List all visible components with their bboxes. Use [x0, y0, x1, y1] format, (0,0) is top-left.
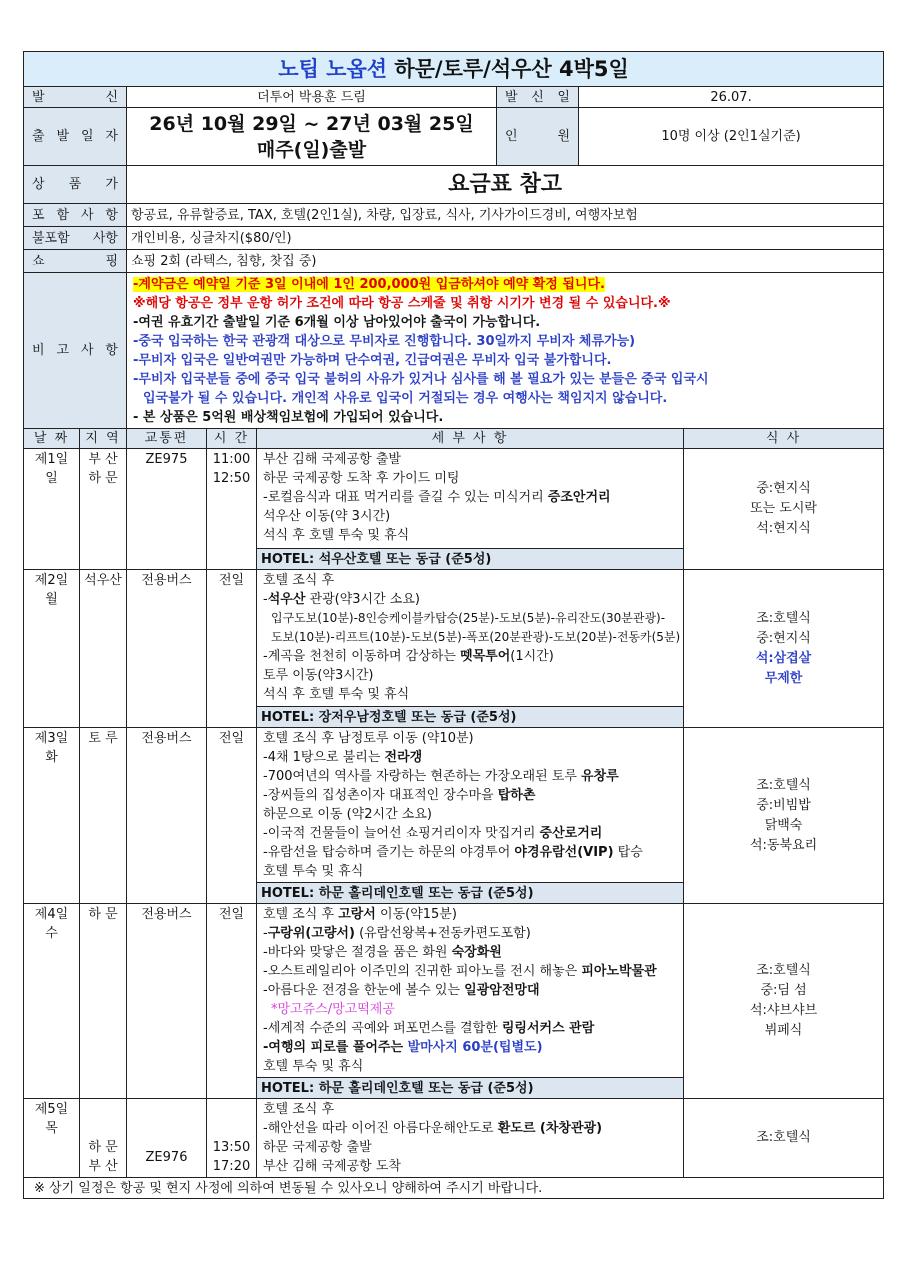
col-time: 시 간 [207, 429, 257, 449]
document-title [24, 52, 884, 87]
day-details: 호텔 조식 후 남정토루 이동 (약10분) -4채 1탕으로 불리는 전라갱 -700여년의 역사를 자랑하는 현존하는 가장오래된 토루 유창루 -장씨들의 집성촌이자 대표적인 장수마을 탑하촌 하문으로 이동 (약2시간 소요) -이국적 건물들이 늘어선 쇼핑거리이자 맛집거리 중산로거리 -유람선을 탑승하며 즐기는 하문의 야경투어 야경유람선(VIP) 탑승 호텔 투숙 및 휴식 [257, 728, 684, 883]
footer-note: ※ 상기 일정은 항공 및 현지 사정에 의하여 변동될 수 있사오니 양해하여 주시기 바랍니다. [24, 1178, 884, 1199]
depart-range: 26년 10월 29일 ~ 27년 03월 25일 [149, 112, 474, 135]
day-hotel: HOTEL: 석우산호텔 또는 동급 (준5성) [257, 549, 684, 570]
day-transport: 전용버스 [127, 904, 207, 1099]
day-meals: 중:현지식 또는 도시락 석:현지식 [684, 449, 884, 570]
day-row [24, 728, 884, 883]
remarks-block [127, 273, 884, 429]
day-row [24, 570, 884, 707]
day-transport: ZE976 [127, 1099, 207, 1178]
col-date: 날 짜 [24, 429, 80, 449]
day-meals: 조:호텔식 중:딤 섬 석:샤브샤브 뷔페식 [684, 904, 884, 1099]
depart-weekly: 매주(일)출발 [256, 138, 367, 161]
day-region: 석우산 [80, 570, 127, 728]
remark-entry-denial-cont: 입국불가 될 수 있습니다. 개인적 사유로 입국이 거절되는 경우 여행사는 책임지지 않습니다. [143, 390, 668, 406]
day-times: 전일 [207, 904, 257, 1099]
day-transport: 전용버스 [127, 570, 207, 728]
day-hotel: HOTEL: 하문 홀리데인호텔 또는 동급 (준5성) [257, 883, 684, 904]
remark-entry-denial: -무비자 입국분들 중에 중국 입국 불허의 사유가 있거나 심사를 해 볼 필요가 있는 분들은 중국 입국시 [133, 371, 709, 387]
day-region: 토 루 [80, 728, 127, 904]
col-region: 지 역 [80, 429, 127, 449]
day-details: 호텔 조식 후 고랑서 이동(약15분) -구랑위(고량서) (유람선왕복+전동카편도포함) -바다와 맞닿은 절경을 품은 화원 숙장화원 -오스트레일리아 이주민의 진귀한 피아노를 전시 해놓은 피아노박물관 -아름다운 전경을 한눈에 볼수 있는 일광암전망대 *망고쥬스/망고떡제공 -세계적 수준의 곡예와 퍼포먼스를 결합한 링링서커스 관람 -여행의 피로를 풀어주는 발마사지 60분(팁별도) 호텔 투숙 및 휴식 [257, 904, 684, 1078]
day-hotel: HOTEL: 하문 홀리데인호텔 또는 동급 (준5성) [257, 1078, 684, 1099]
day-label: 제4일 수 [24, 904, 80, 1099]
people-label: 인 원 [497, 108, 579, 166]
remark-visa-free: -중국 입국하는 한국 관광객 대상으로 무비자로 진행합니다. 30일까지 무비자 체류가능) [133, 333, 636, 349]
remark-deposit: -계약금은 예약일 기준 3일 이내에 1인 200,000원 입금하셔야 예약 확정 됩니다. [133, 276, 605, 292]
send-date-label: 발 신 일 [497, 87, 579, 108]
day-times: 전일 [207, 728, 257, 904]
col-transport: 교통편 [127, 429, 207, 449]
day-row [24, 904, 884, 1078]
day-row [24, 1099, 884, 1178]
include-label: 포 함 사 항 [24, 204, 127, 227]
itinerary-sheet [23, 51, 883, 1199]
include-value: 항공료, 유류할증료, TAX, 호텔(2인1실), 차량, 입장료, 식사, 기사가이드경비, 여행자보험 [127, 204, 884, 227]
sender-value: 더투어 박용훈 드림 [127, 87, 497, 108]
price-label: 상 품 가 [24, 166, 127, 204]
people-value: 10명 이상 (2인1실기준) [579, 108, 884, 166]
day-times: 전일 [207, 570, 257, 728]
day-meals: 조:호텔식 중:현지식 석:삼겹살 무제한 [684, 570, 884, 728]
remarks-label: 비 고 사 항 [24, 273, 127, 429]
col-details: 세 부 사 항 [257, 429, 684, 449]
title-rest: 하문/토루/석우산 4박5일 [387, 56, 629, 81]
day-times: 13:50 17:20 [207, 1099, 257, 1178]
day-meals: 조:호텔식 중:비빔밥 닭백숙 석:동북요리 [684, 728, 884, 904]
price-value: 요금표 참고 [127, 166, 884, 204]
day-details: 부산 김해 국제공항 출발 하문 국제공항 도착 후 가이드 미팅 -로컬음식과 대표 먹거리를 즐길 수 있는 미식거리 증조안거리 석우산 이동(약 3시간) 석식 후 호텔 투숙 및 휴식 [257, 449, 684, 549]
remark-flight-notice: ※해당 항공은 정부 운항 허가 조건에 따라 항공 스케줄 및 취항 시기가 변경 될 수 있습니다.※ [133, 295, 671, 311]
day-times: 11:00 12:50 [207, 449, 257, 570]
day-label: 제3일 화 [24, 728, 80, 904]
depart-dates [127, 108, 497, 166]
day-hotel: HOTEL: 장저우남정호텔 또는 동급 (준5성) [257, 707, 684, 728]
day-meals: 조:호텔식 [684, 1099, 884, 1178]
day-label: 제1일 일 [24, 449, 80, 570]
sender-label: 발 신 [24, 87, 127, 108]
day-region: 하 문 부 산 [80, 1099, 127, 1178]
exclude-value: 개인비용, 싱글차지($80/인) [127, 227, 884, 250]
itinerary-table [23, 51, 884, 1199]
remark-insurance: - 본 상품은 5억원 배상책임보험에 가입되어 있습니다. [133, 409, 444, 425]
remark-passport: -여권 유효기간 출발일 기준 6개월 이상 남아있어야 출국이 가능합니다. [133, 314, 541, 330]
remark-passport-type: -무비자 입국은 일반여권만 가능하며 단수여권, 긴급여권은 무비자 입국 불가합니다. [133, 352, 612, 368]
day-row [24, 449, 884, 549]
day-label: 제2일 월 [24, 570, 80, 728]
schedule-header [24, 429, 884, 449]
title-highlight: 노팁 노옵션 [278, 56, 388, 81]
send-date-value: 26.07. [579, 87, 884, 108]
day-label: 제5일 목 [24, 1099, 80, 1178]
shopping-value: 쇼핑 2회 (라텍스, 침향, 찻집 중) [127, 250, 884, 273]
day-details: 호텔 조식 후 -석우산 관광(약3시간 소요) 입구도보(10분)-8인승케이블카탑승(25분)-도보(5분)-유리잔도(30분관광)- 도보(10분)-리프트(10분)-도보(5분)-폭포(20분관광)-도보(20분)-전동카(5분) -계곡을 천천히 이동하며 감상하는 뗏목투어(1시간) 토루 이동(약3시간) 석식 후 호텔 투숙 및 휴식 [257, 570, 684, 707]
exclude-label: 불포함 사항 [24, 227, 127, 250]
shopping-label: 쇼 핑 [24, 250, 127, 273]
day-region: 하 문 [80, 904, 127, 1099]
day-details: 호텔 조식 후 -해안선을 따라 이어진 아름다운해안도로 환도르 (차창관광) 하문 국제공항 출발 부산 김해 국제공항 도착 [257, 1099, 684, 1178]
day-transport: ZE975 [127, 449, 207, 570]
col-meals: 식 사 [684, 429, 884, 449]
day-transport: 전용버스 [127, 728, 207, 904]
depart-label: 출 발 일 자 [24, 108, 127, 166]
day-region: 부 산 하 문 [80, 449, 127, 570]
detail-line-highlight: -로컬음식과 대표 먹거리를 즐길 수 있는 미식거리 증조안거리 [263, 490, 611, 505]
